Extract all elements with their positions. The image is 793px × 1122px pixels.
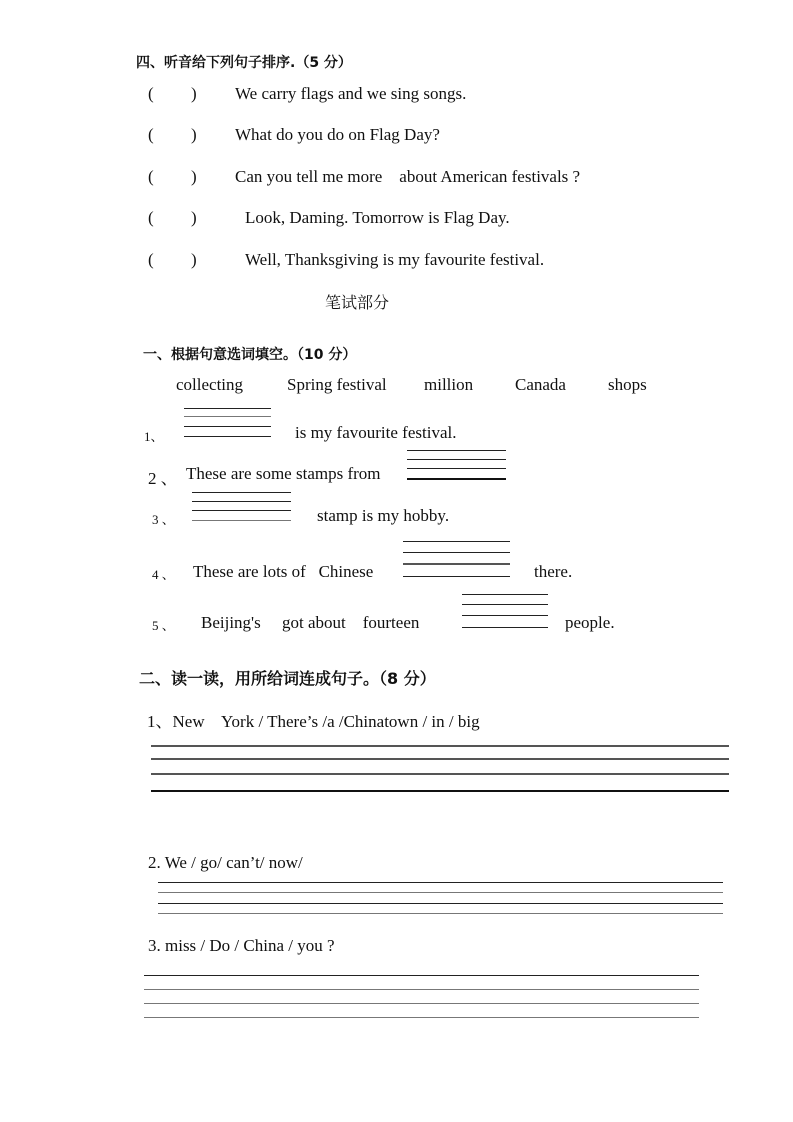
answer-blank[interactable] [403, 541, 510, 577]
writing-line [158, 892, 723, 893]
section-4-title: 四、听音给下列句子排序.（5 分） [136, 55, 352, 71]
answer-blank[interactable] [158, 250, 188, 270]
writing-line [403, 576, 510, 577]
sentence-text: people. [565, 613, 615, 632]
writing-line [407, 478, 506, 480]
writing-line [403, 541, 510, 542]
answer-blank[interactable] [407, 450, 506, 480]
answer-paren-open: ( [148, 208, 154, 227]
sentence-text: stamp is my hobby. [317, 506, 450, 525]
answer-paren-open: ( [148, 167, 154, 186]
written-part-title: 笔试部分 [325, 293, 390, 312]
writing-line [158, 882, 723, 883]
answer-paren-open: ( [148, 125, 154, 144]
word-bank-item: million [424, 375, 474, 394]
section-2-title: 二、读一读，用所给词连成句子。（8 分） [139, 669, 436, 688]
writing-line [184, 436, 271, 437]
writing-line [158, 903, 723, 904]
item-number: 1、 [144, 429, 164, 444]
answer-blank[interactable] [158, 125, 188, 145]
answer-paren-open: ( [148, 84, 154, 103]
sentence-text: Well, Thanksgiving is my favourite festival. [245, 250, 545, 269]
answer-paren-close: ) [191, 208, 197, 227]
writing-line [403, 552, 510, 553]
sentence-text: What do you do on Flag Day? [235, 125, 440, 144]
reorder-prompt: 2. We / go/ can’t/ now/ [148, 853, 303, 872]
reorder-prompt: 3. miss / Do / China / you ? [148, 936, 335, 955]
sentence-text: Beijing's got about fourteen [201, 613, 420, 632]
answer-blank[interactable] [184, 408, 271, 438]
answer-area[interactable] [144, 975, 699, 1019]
word-bank-item: collecting [176, 375, 244, 394]
answer-blank[interactable] [158, 167, 188, 187]
answer-paren-close: ) [191, 125, 197, 144]
writing-line [192, 492, 291, 493]
writing-line [184, 416, 271, 417]
writing-line [144, 975, 699, 976]
writing-line [151, 790, 729, 792]
writing-line [151, 745, 729, 747]
writing-line [151, 758, 729, 760]
item-number: 3 、 [152, 512, 175, 527]
answer-paren-close: ) [191, 84, 197, 103]
writing-line [192, 520, 291, 521]
item-number: 5 、 [152, 618, 175, 633]
writing-line [407, 450, 506, 451]
item-number: 4 、 [152, 567, 175, 582]
writing-line [192, 501, 291, 502]
writing-line [158, 913, 723, 914]
answer-blank[interactable] [192, 492, 291, 522]
writing-line [192, 510, 291, 511]
writing-line [407, 459, 506, 460]
writing-line [184, 426, 271, 427]
answer-blank[interactable] [158, 208, 188, 228]
writing-line [144, 1003, 699, 1004]
item-number: 2 、 [148, 469, 178, 488]
sentence-text: These are some stamps from [186, 464, 381, 483]
word-bank-item: Canada [515, 375, 566, 394]
writing-line [462, 615, 548, 616]
writing-line [462, 627, 548, 628]
writing-line [184, 408, 271, 409]
writing-line [144, 989, 699, 990]
answer-area[interactable] [151, 745, 729, 793]
sentence-text: Can you tell me more about American festivals ? [235, 167, 581, 186]
writing-line [462, 594, 548, 595]
sentence-text: We carry flags and we sing songs. [235, 84, 467, 103]
writing-line [403, 563, 510, 565]
writing-line [144, 1017, 699, 1018]
word-bank-item: shops [608, 375, 647, 394]
reorder-prompt: 1、New York / There’s /a /Chinatown / in / big [147, 712, 480, 731]
answer-paren-close: ) [191, 250, 197, 269]
answer-area[interactable] [158, 882, 723, 916]
answer-paren-open: ( [148, 250, 154, 269]
section-1-title: 一、根据句意选词填空。（10 分） [143, 347, 357, 363]
sentence-text: there. [534, 562, 573, 581]
answer-paren-close: ) [191, 167, 197, 186]
answer-blank[interactable] [462, 594, 548, 628]
sentence-text: These are lots of Chinese [193, 562, 374, 581]
writing-line [407, 468, 506, 469]
writing-line [462, 604, 548, 605]
sentence-text: Look, Daming. Tomorrow is Flag Day. [245, 208, 510, 227]
word-bank-item: Spring festival [287, 375, 387, 394]
writing-line [151, 773, 729, 775]
sentence-text: is my favourite festival. [295, 423, 457, 442]
answer-blank[interactable] [158, 84, 188, 104]
